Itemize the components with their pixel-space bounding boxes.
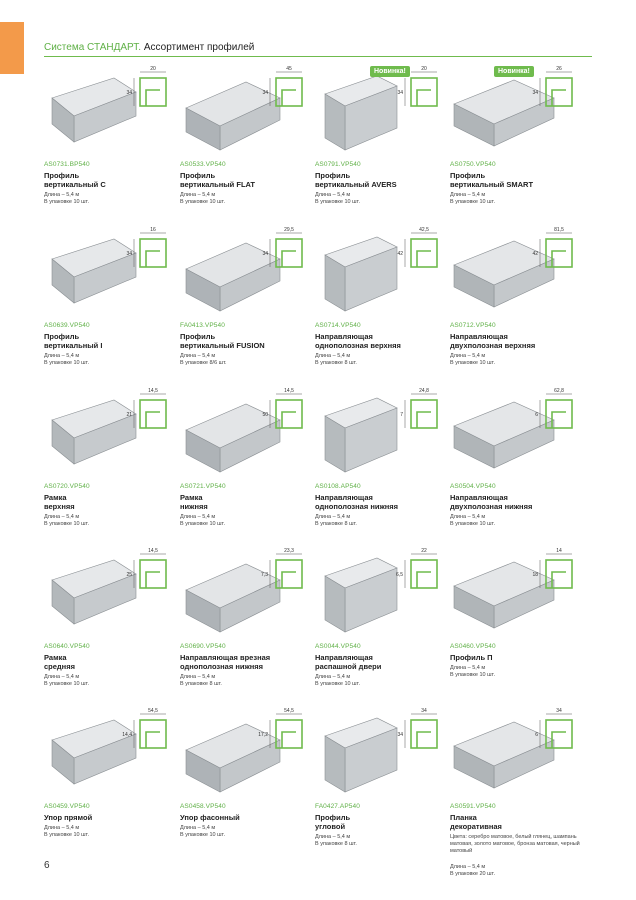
product-code: AS0690.VP540 [180, 643, 226, 650]
new-badge: Новинка! [494, 66, 534, 77]
dim-width: 42,5 [419, 227, 429, 233]
product-length: Длина – 5,4 м [450, 665, 486, 671]
product-code: FA0427.AP540 [315, 803, 360, 810]
dim-height: 42 [532, 251, 538, 257]
dim-height: 34 [126, 251, 132, 257]
dim-width: 20 [150, 66, 156, 72]
product-card [315, 380, 447, 540]
product-name-line: двухполозная нижняя [450, 502, 533, 511]
dim-height: 34 [262, 90, 268, 96]
system-label: Система СТАНДАРТ. [44, 42, 142, 53]
profile-illustration [315, 380, 447, 490]
product-card [44, 58, 176, 218]
product-pack: В упаковке 20 шт. [450, 871, 495, 877]
product-name-line: Упор фасонный [180, 813, 240, 822]
product-code: AS0533.VP540 [180, 161, 226, 168]
product-name-line: Профиль [44, 332, 80, 341]
product-code: AS0044.VP540 [315, 643, 361, 650]
product-name-line: Рамка [44, 493, 67, 502]
product-name-line: вертикальный C [44, 180, 106, 189]
product-name-line: Направляющая [315, 493, 373, 502]
dim-width: 14,5 [148, 548, 158, 554]
profile-illustration [315, 219, 447, 329]
product-pack: В упаковке 8 шт. [315, 841, 357, 847]
product-name-line: верхняя [44, 502, 75, 511]
product-pack: В упаковке 10 шт. [44, 360, 89, 366]
product-pack: В упаковке 10 шт. [44, 199, 89, 205]
product-name [44, 171, 184, 189]
product-card [450, 380, 582, 540]
product-length: Длина – 5,4 м [315, 192, 351, 198]
product-code: AS0791.VP540 [315, 161, 361, 168]
header-rule [44, 56, 592, 57]
page-number: 6 [44, 860, 50, 871]
product-name-line: Планка [450, 813, 477, 822]
product-name [44, 493, 184, 511]
dim-height: 34 [397, 732, 403, 738]
product-name [44, 653, 184, 671]
product-code: AS0714.VP540 [315, 322, 361, 329]
product-length: Длина – 5,4 м [44, 674, 80, 680]
profile-illustration [450, 700, 582, 810]
profile-illustration [450, 540, 582, 650]
dim-width: 16 [150, 227, 156, 233]
product-pack: В упаковке 10 шт. [44, 681, 89, 687]
product-length: Длина – 5,4 м [44, 825, 80, 831]
dim-width: 24,8 [419, 388, 429, 394]
product-name-line: двухполозная верхняя [450, 341, 536, 350]
dim-height: 34 [262, 251, 268, 257]
product-code: AS0459.VP540 [44, 803, 90, 810]
product-card [450, 58, 582, 218]
dim-height: 6 [535, 412, 538, 418]
profile-illustration [44, 58, 176, 168]
cross-section-drawing [397, 708, 437, 748]
product-name-line: однополозная нижняя [180, 662, 264, 671]
product-name-line: Профиль [315, 813, 351, 822]
cross-section-drawing [396, 548, 437, 588]
product-card [180, 219, 312, 379]
product-name-line: Профиль [450, 171, 486, 180]
product-name-line: однополозная нижняя [315, 502, 399, 511]
product-name-line: нижняя [180, 502, 208, 511]
profile-illustration [180, 380, 312, 490]
product-length: Длина – 5,4 м [180, 192, 216, 198]
product-name-line: вертикальный FUSION [180, 341, 265, 350]
product-name-line: Рамка [180, 493, 203, 502]
profile-illustration [450, 380, 582, 490]
product-code: AS0750.VP540 [450, 161, 496, 168]
product-pack: В упаковке 8 шт. [180, 681, 222, 687]
product-name [315, 653, 455, 671]
product-name-line: Профиль [180, 171, 216, 180]
dim-width: 45 [286, 66, 292, 72]
dim-height: 17,2 [258, 732, 268, 738]
page-header [44, 42, 254, 53]
product-code: AS0504.VP540 [450, 483, 496, 490]
product-length: Длина – 5,4 м [315, 834, 351, 840]
product-card [180, 380, 312, 540]
product-name [315, 332, 455, 350]
product-card [44, 219, 176, 379]
product-card [180, 58, 312, 218]
product-card [450, 540, 582, 700]
dim-height: 34 [397, 90, 403, 96]
product-name-line: Упор прямой [44, 813, 93, 822]
profile-illustration [44, 380, 176, 490]
product-name-line: Направляющая врезная [180, 653, 271, 662]
dim-width: 34 [556, 708, 562, 714]
profile-illustration [180, 540, 312, 650]
product-name [450, 813, 590, 831]
product-name-line: распашной двери [315, 662, 382, 671]
cross-section-drawing [397, 227, 437, 267]
product-code: AS0721.VP540 [180, 483, 226, 490]
dim-width: 14 [556, 548, 562, 554]
product-pack: В упаковке 10 шт. [450, 199, 495, 205]
product-name [44, 813, 184, 822]
product-pack: В упаковке 10 шт. [180, 832, 225, 838]
profile-illustration [180, 58, 312, 168]
product-name-line: Профиль П [450, 653, 493, 662]
profile-illustration [450, 219, 582, 329]
dim-height: 7,3 [261, 572, 268, 578]
product-card [44, 540, 176, 700]
product-name [450, 493, 590, 511]
dim-width: 14,5 [284, 388, 294, 394]
dim-width: 26 [556, 66, 562, 72]
dim-height: 34 [126, 90, 132, 96]
product-pack: В упаковке 8/6 шт. [180, 360, 227, 366]
product-length: Длина – 5,4 м [450, 192, 486, 198]
product-length: Длина – 5,4 м [44, 192, 80, 198]
product-pack: В упаковке 10 шт. [180, 199, 225, 205]
dim-height: 25 [126, 572, 132, 578]
dim-width: 29,5 [284, 227, 294, 233]
product-card [315, 700, 447, 860]
product-name-line: Профиль [180, 332, 216, 341]
product-pack: В упаковке 10 шт. [44, 521, 89, 527]
product-name-line: угловой [315, 822, 346, 831]
product-length: Длина – 5,4 м [315, 674, 351, 680]
product-name-line: средняя [44, 662, 75, 671]
product-code: AS0591.VP540 [450, 803, 496, 810]
product-name [450, 332, 590, 350]
dim-height: 14,4 [122, 732, 132, 738]
product-length: Длина – 5,4 м [180, 514, 216, 520]
product-name [315, 813, 455, 831]
dim-height: 6,5 [396, 572, 403, 578]
product-name [180, 813, 320, 822]
dim-height: 42 [397, 251, 403, 257]
product-pack: В упаковке 10 шт. [315, 681, 360, 687]
product-name-line: Направляющая [315, 653, 373, 662]
product-name [44, 332, 184, 350]
product-name [180, 171, 320, 189]
dim-width: 54,5 [148, 708, 158, 714]
product-code: AS0712.VP540 [450, 322, 496, 329]
product-name [450, 171, 590, 189]
product-pack: В упаковке 10 шт. [450, 521, 495, 527]
product-name-line: вертикальный AVERS [315, 180, 397, 189]
product-card [180, 540, 312, 700]
dim-width: 34 [421, 708, 427, 714]
dim-height: 7 [400, 412, 403, 418]
cross-section-drawing [400, 388, 437, 428]
dim-height: 6 [535, 732, 538, 738]
product-name [315, 171, 455, 189]
product-code: AS0640.VP540 [44, 643, 90, 650]
product-name-line: Направляющая [450, 493, 508, 502]
product-name [450, 653, 590, 662]
product-name-line: Рамка [44, 653, 67, 662]
product-name-line: однополозная верхняя [315, 341, 401, 350]
product-code: AS0731.BP540 [44, 161, 90, 168]
product-code: AS0460.VP540 [450, 643, 496, 650]
product-card [315, 219, 447, 379]
dim-width: 22 [421, 548, 427, 554]
product-code: AS0720.VP540 [44, 483, 90, 490]
product-length: Длина – 5,4 м [315, 353, 351, 359]
product-name [180, 653, 320, 671]
product-name-line: декоративная [450, 822, 502, 831]
dim-height: 34 [532, 90, 538, 96]
product-pack: В упаковке 10 шт. [450, 672, 495, 678]
product-length: Длина – 5,4 м [450, 353, 486, 359]
product-length: Длина – 5,4 м [44, 353, 80, 359]
product-name [180, 332, 320, 350]
profile-illustration [180, 700, 312, 810]
product-pack: В упаковке 10 шт. [450, 360, 495, 366]
product-name-line: Направляющая [450, 332, 508, 341]
product-length: Длина – 5,4 м [180, 825, 216, 831]
profile-illustration [315, 540, 447, 650]
dim-height: 18 [532, 572, 538, 578]
product-code: AS0458.VP540 [180, 803, 226, 810]
product-pack: В упаковке 10 шт. [44, 832, 89, 838]
product-name-line: вертикальный FLAT [180, 180, 255, 189]
new-badge: Новинка! [370, 66, 410, 77]
product-card [450, 219, 582, 379]
product-name [180, 493, 320, 511]
dim-width: 20 [421, 66, 427, 72]
product-name-line: вертикальный I [44, 341, 103, 350]
product-code: FA0413.VP540 [180, 322, 225, 329]
dim-height: 21 [126, 412, 132, 418]
profile-illustration [44, 540, 176, 650]
product-pack: В упаковке 10 шт. [315, 199, 360, 205]
product-length: Длина – 5,4 м [180, 353, 216, 359]
product-name-line: Профиль [315, 171, 351, 180]
profile-illustration [44, 700, 176, 810]
product-colors: Цвета: серебро матовое, белый глянец, шампань матовая, золото матовое, бронза матовая, черный матовый [450, 834, 580, 854]
product-code: AS0108.AP540 [315, 483, 361, 490]
product-name-line: вертикальный SMART [450, 180, 534, 189]
dim-width: 81,5 [554, 227, 564, 233]
product-card [180, 700, 312, 860]
section-tab [0, 22, 24, 74]
dim-width: 62,8 [554, 388, 564, 394]
product-card [450, 700, 582, 877]
product-code: AS0639.VP540 [44, 322, 90, 329]
page-title: Ассортимент профилей [143, 42, 255, 53]
product-card [44, 380, 176, 540]
product-card [44, 700, 176, 860]
product-length: Длина – 5,4 м [450, 864, 486, 870]
product-name-line: Направляющая [315, 332, 373, 341]
profile-illustration [315, 700, 447, 810]
product-pack: В упаковке 8 шт. [315, 360, 357, 366]
product-length: Длина – 5,4 м [180, 674, 216, 680]
product-card [315, 540, 447, 700]
product-name-line: Профиль [44, 171, 80, 180]
dim-height: 50 [262, 412, 268, 418]
dim-width: 23,3 [284, 548, 294, 554]
product-name [315, 493, 455, 511]
product-pack: В упаковке 10 шт. [180, 521, 225, 527]
product-length: Длина – 5,4 м [315, 514, 351, 520]
profile-illustration [44, 219, 176, 329]
dim-width: 54,5 [284, 708, 294, 714]
product-pack: В упаковке 8 шт. [315, 521, 357, 527]
product-length: Длина – 5,4 м [44, 514, 80, 520]
product-card [315, 58, 447, 218]
profile-illustration [180, 219, 312, 329]
product-length: Длина – 5,4 м [450, 514, 486, 520]
dim-width: 14,5 [148, 388, 158, 394]
